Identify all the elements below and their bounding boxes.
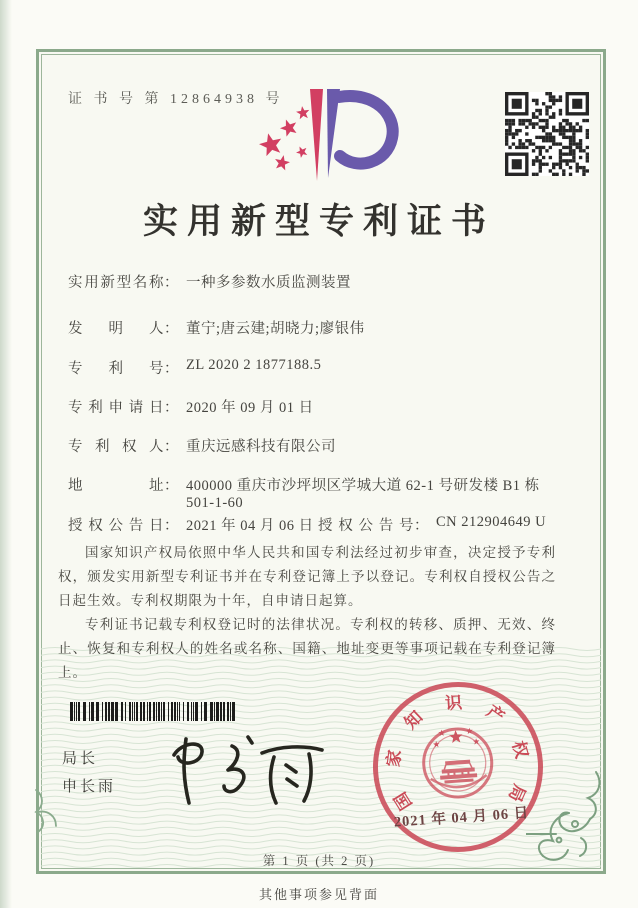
field-label: 专利申请日 (68, 400, 164, 416)
seal-character: 识 (444, 693, 463, 714)
field-value: 2020 年 09 月 01 日 (186, 400, 314, 416)
field-label: 地址 (68, 478, 164, 494)
cnipa-logo-icon (249, 85, 431, 199)
certificate-body-text (58, 541, 556, 685)
signatory-block (62, 745, 116, 801)
field-colon: ： (164, 361, 179, 377)
page-number: 第 1 页 (共 2 页) (262, 854, 376, 868)
field-label: 专利权人 (68, 439, 164, 455)
logo-stars-icon (257, 105, 310, 171)
field-label: 授权公告日 (68, 518, 164, 534)
field-colon: ： (164, 478, 179, 494)
logo-red-wedge (310, 89, 323, 181)
field-label: 实用新型名称 (68, 275, 164, 291)
national-emblem-icon (417, 716, 499, 809)
field-label: 授权公告号 (318, 518, 414, 534)
field-grant-row (68, 514, 573, 535)
field-value: ZL 2020 2 1877188.5 (186, 357, 322, 373)
field-filing-date (68, 396, 573, 417)
field-colon: ： (164, 439, 179, 455)
field-patentee (68, 435, 573, 456)
reverse-side-note: 其他事项参见背面 (258, 887, 379, 902)
field-address (68, 474, 573, 512)
qr-code (505, 92, 589, 176)
field-colon: ： (414, 518, 429, 534)
seal-character: 局 (504, 781, 529, 805)
signatory-name: 申长雨 (62, 779, 117, 795)
seal-character: 知 (401, 707, 427, 734)
signatory-role: 局长 (62, 751, 99, 767)
field-value: 一种多参数水质监测装置 (186, 275, 351, 291)
seal-date: 2021 年 04 月 06 日 (393, 805, 530, 831)
field-label: 专利号 (68, 361, 164, 377)
official-seal (367, 676, 548, 857)
seal-character: 权 (508, 739, 532, 761)
corner-ornament-left-icon (28, 786, 68, 836)
field-patent-number (68, 357, 573, 378)
seal-character: 产 (482, 702, 508, 728)
field-value: CN 212904649 U (436, 514, 547, 530)
body-paragraph-1: 国家知识产权局依照中华人民共和国专利法经过初步审查，决定授予专利权，颁发实用新型专利证书并在专利登记簿上予以登记。专利权自授权公告之日起生效。专利权期限为十年，自申请日起算。 (58, 545, 556, 608)
field-colon: ： (164, 321, 179, 337)
corner-ornament-icon (526, 768, 608, 872)
seal-character: 家 (384, 749, 406, 769)
field-colon: ： (164, 275, 179, 291)
field-value: 2021 年 04 月 06 日 (186, 518, 314, 534)
field-inventors (68, 317, 573, 338)
body-paragraph-2: 专利证书记载专利权登记时的法律状况。专利权的转移、质押、无效、终止、恢复和专利权人的姓名或名称、国籍、地址变更等事项记载在专利登记簿上。 (58, 617, 556, 680)
director-signature (156, 727, 344, 811)
field-label: 发明人 (68, 321, 164, 337)
field-value: 重庆远感科技有限公司 (186, 439, 336, 455)
logo-p-bowl (339, 96, 393, 163)
field-grant-number (318, 514, 546, 535)
field-utility-model-name (68, 271, 573, 292)
certificate-title: 实用新型专利证书 (142, 202, 495, 241)
seal-character: 国 (391, 788, 417, 814)
field-value: 400000 重庆市沙坪坝区学城大道 62-1 号研发楼 B1 栋 501-1-60 (186, 478, 540, 511)
field-colon: ： (164, 518, 179, 534)
certificate-number: 证 书 号 第 12864938 号 (68, 92, 284, 107)
field-colon: ： (164, 400, 179, 416)
field-value: 董宁;唐云建;胡晓力;廖银伟 (186, 321, 365, 337)
barcode (70, 702, 238, 721)
